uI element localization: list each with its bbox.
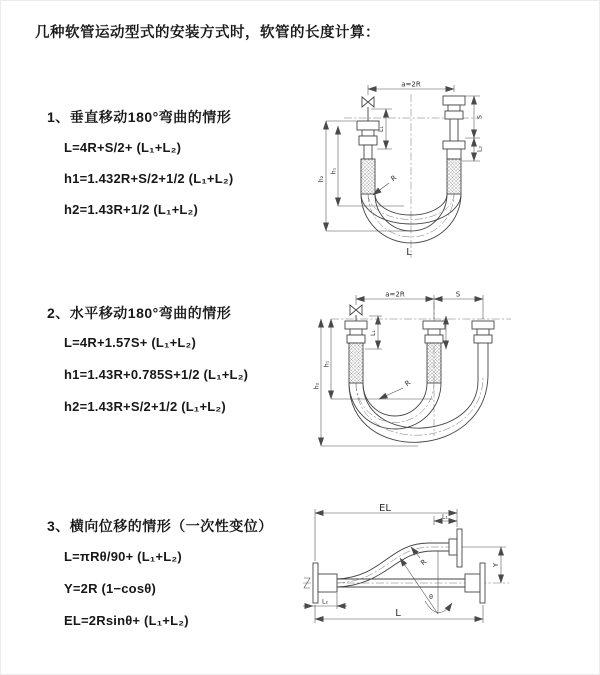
radius-callout	[373, 174, 398, 195]
radius-label: R	[403, 378, 413, 389]
section3-formula-l: L=πRθ/90+ (L₁+L₂)	[64, 549, 182, 564]
theta-label: θ	[429, 594, 433, 601]
middle-hose-leg	[423, 321, 445, 383]
dim-label-s: S	[455, 290, 461, 299]
section3-heading: 3、横向位移的情形（一次性变位）	[47, 518, 273, 534]
braid-section	[427, 343, 441, 383]
page-title: 几种软管运动型式的安装方式时，软管的长度计算：	[35, 25, 380, 41]
dim-label-l1: L₁	[370, 330, 377, 336]
dim-label-s: S	[476, 115, 484, 119]
braid-section	[349, 343, 363, 383]
dim-label-y: Y	[492, 562, 500, 568]
dimension-a-2r	[368, 81, 454, 96]
section1-heading: 1、垂直移动180°弯曲的情形	[47, 109, 232, 125]
angle-construction	[400, 551, 452, 614]
dimension-s	[462, 96, 484, 161]
section1-formula-h1: h1=1.432R+S/2+1/2 (L₁+L₂)	[64, 171, 234, 186]
dim-label-el: EL	[379, 503, 391, 514]
left-hose-leg	[357, 121, 379, 194]
section3-formula-y: Y=2R (1−cosθ)	[64, 581, 157, 596]
braid-section	[361, 159, 375, 194]
dim-label-l: L	[395, 608, 401, 619]
radius-label: R	[389, 173, 399, 184]
displaced-hose-s-curve	[337, 543, 449, 587]
radius-callout	[411, 547, 428, 567]
radius-label: R	[419, 557, 429, 568]
dimension-el	[315, 503, 457, 561]
dimension-l1	[434, 514, 457, 526]
section2-heading: 2、水平移动180°弯曲的情形	[47, 305, 232, 321]
left-hose-leg	[345, 321, 367, 383]
dim-label-h1: h₁	[330, 167, 338, 175]
length-label: L	[406, 247, 412, 258]
dim-label-l1: L₁	[442, 513, 448, 521]
radius-callout	[379, 379, 412, 399]
dim-label-a2r: a=2R	[401, 80, 421, 89]
dim-label-l1: L₁	[378, 126, 385, 132]
left-flange	[313, 563, 337, 603]
section3-formula-el: EL=2Rsinθ+ (L₁+L₂)	[64, 613, 189, 628]
dim-label-l2: L₂	[322, 598, 328, 606]
dim-label-h1: h₁	[323, 360, 331, 368]
section1-formula-l: L=4R+S/2+ (L₁+L₂)	[64, 140, 182, 155]
right-hose-leg	[472, 321, 494, 381]
section2-formula-h2: h2=1.43R+S/2+1/2 (L₁+L₂)	[64, 399, 226, 414]
right-hose-leg	[443, 96, 465, 194]
dim-label-a2r: a=2R	[385, 290, 405, 299]
u-bend-position2	[349, 374, 488, 442]
dimension-a-2r	[356, 291, 483, 320]
diagram-lateral-displacement	[301, 501, 596, 646]
section2-formula-h1: h1=1.43R+0.785S+1/2 (L₁+L₂)	[64, 367, 249, 382]
braid-section	[447, 159, 461, 194]
dim-label-h2: h₂	[313, 382, 321, 390]
valve-icon	[350, 305, 362, 321]
diagram-vertical-180-bend	[316, 76, 591, 261]
right-flange-displaced	[449, 529, 462, 567]
right-flange-original	[465, 563, 485, 603]
section2-formula-l: L=4R+1.57S+ (L₁+L₂)	[64, 335, 197, 350]
dim-label-l2: L₂	[476, 146, 484, 152]
diagram-horizontal-180-bend	[313, 286, 591, 461]
dim-label-h2: h₂	[318, 175, 325, 183]
dimension-l2	[303, 593, 347, 609]
dimension-l	[315, 605, 483, 623]
section1-formula-h2: h2=1.43R+1/2 (L₁+L₂)	[64, 202, 199, 217]
